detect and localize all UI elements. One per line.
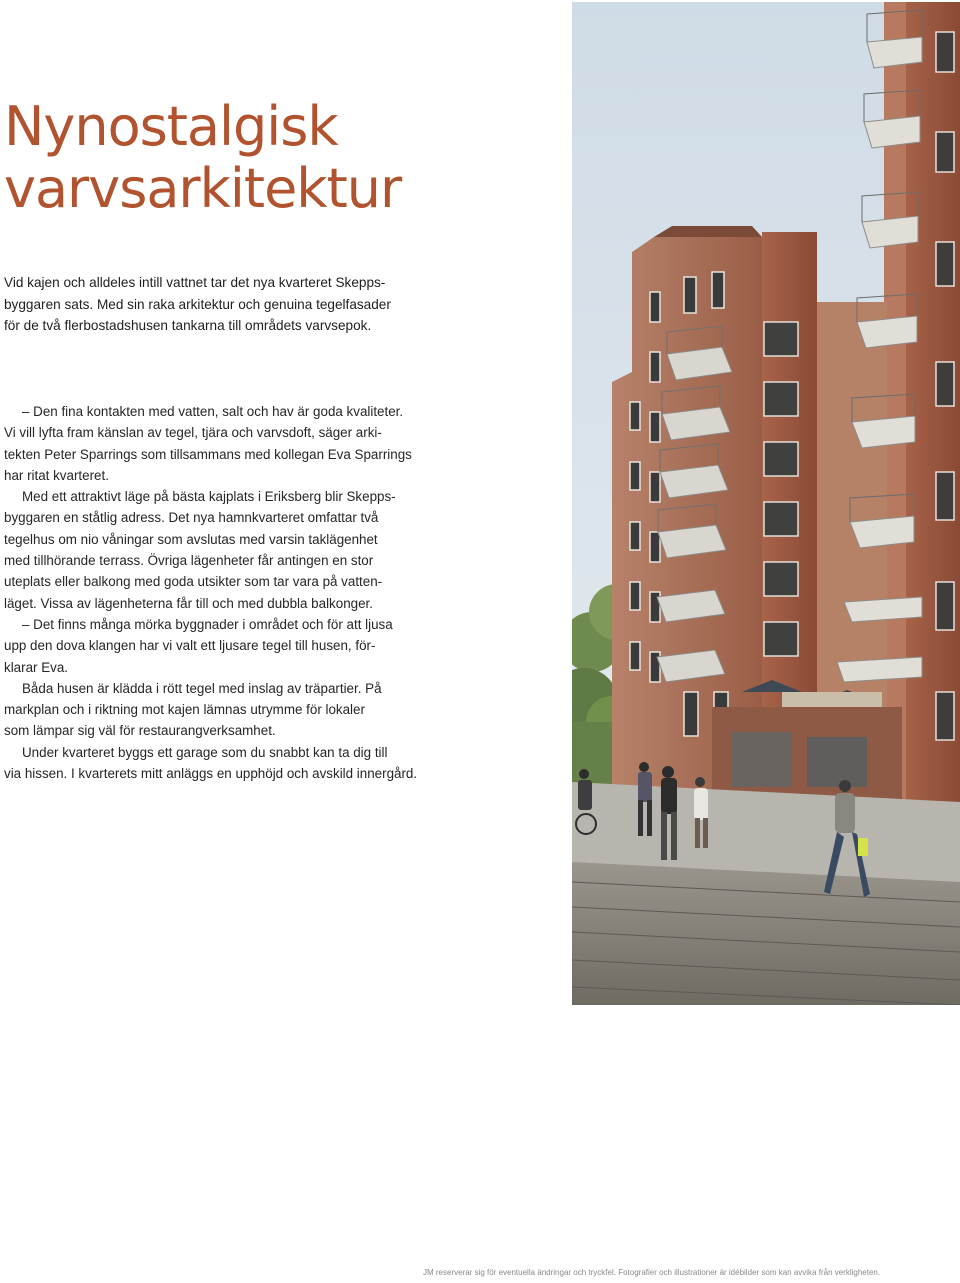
lead-line: Vid kajen och alldeles intill vattnet tar det nya kvarteret Skepps-	[4, 275, 386, 290]
body-line: klarar Eva.	[4, 659, 68, 675]
body-line: Under kvarteret byggs ett garage som du snabbt kan ta dig till	[22, 744, 388, 760]
title-line-2: varvsarkitektur	[4, 157, 402, 220]
body-line: – Det finns många mörka byggnader i området och för att ljusa	[22, 616, 393, 632]
lead-line: byggaren sats. Med sin raka arkitektur och genuina tegelfasader	[4, 296, 391, 312]
quay	[572, 782, 960, 1005]
body-line: – Den fina kontakten med vatten, salt och hav är goda kvaliteter.	[22, 404, 404, 419]
page-title	[4, 96, 524, 220]
body-line: Vi vill lyfta fram känslan av tegel, tjära och varvsdoft, säger arki-	[4, 425, 382, 441]
body-line: markplan och i riktning mot kajen lämnas utrymme för lokaler	[4, 702, 365, 718]
body-line: med tillhörande terrass. Övriga lägenheter får antingen en stor	[4, 553, 374, 569]
body-line: upp den dova klangen har vi valt ett ljusare tegel till husen, för-	[4, 638, 376, 654]
body-line: har ritat kvarteret.	[4, 467, 109, 483]
lead-paragraph	[4, 272, 454, 337]
footer-disclaimer: JM reserverar sig för eventuella ändringar och tryckfel. Fotografier och illustrationer är idébilder som kan avvika från verkligheten.	[423, 1268, 881, 1277]
body-line: läget. Vissa av lägenheterna får till och med dubbla balkonger.	[4, 595, 373, 611]
building-illustration	[572, 2, 960, 1005]
body-line: uteplats eller balkong med goda utsikter som tar vara på vatten-	[4, 574, 383, 590]
body-line: tegelhus om nio våningar som avslutas med varsin taklägenhet	[4, 531, 378, 547]
title-line-1: Nynostalgisk	[4, 95, 338, 158]
body-line: Båda husen är klädda i rött tegel med inslag av träpartier. På	[22, 680, 382, 696]
body-line: Med ett attraktivt läge på bästa kajplats i Eriksberg blir Skepps-	[22, 489, 396, 505]
lead-line: för de två flerbostadshusen tankarna till områdets varvsepok.	[4, 318, 372, 333]
body-line: via hissen. I kvarterets mitt anläggs en upphöjd och avskild innergård.	[4, 766, 418, 782]
body-text	[4, 401, 444, 784]
body-line: tekten Peter Sparrings som tillsammans med kollegan Eva Sparrings	[4, 446, 412, 462]
body-line: byggaren en ståtlig adress. Det nya hamnkvarteret omfattar två	[4, 510, 379, 526]
body-line: som lämpar sig väl för restaurangverksamhet.	[4, 723, 276, 739]
